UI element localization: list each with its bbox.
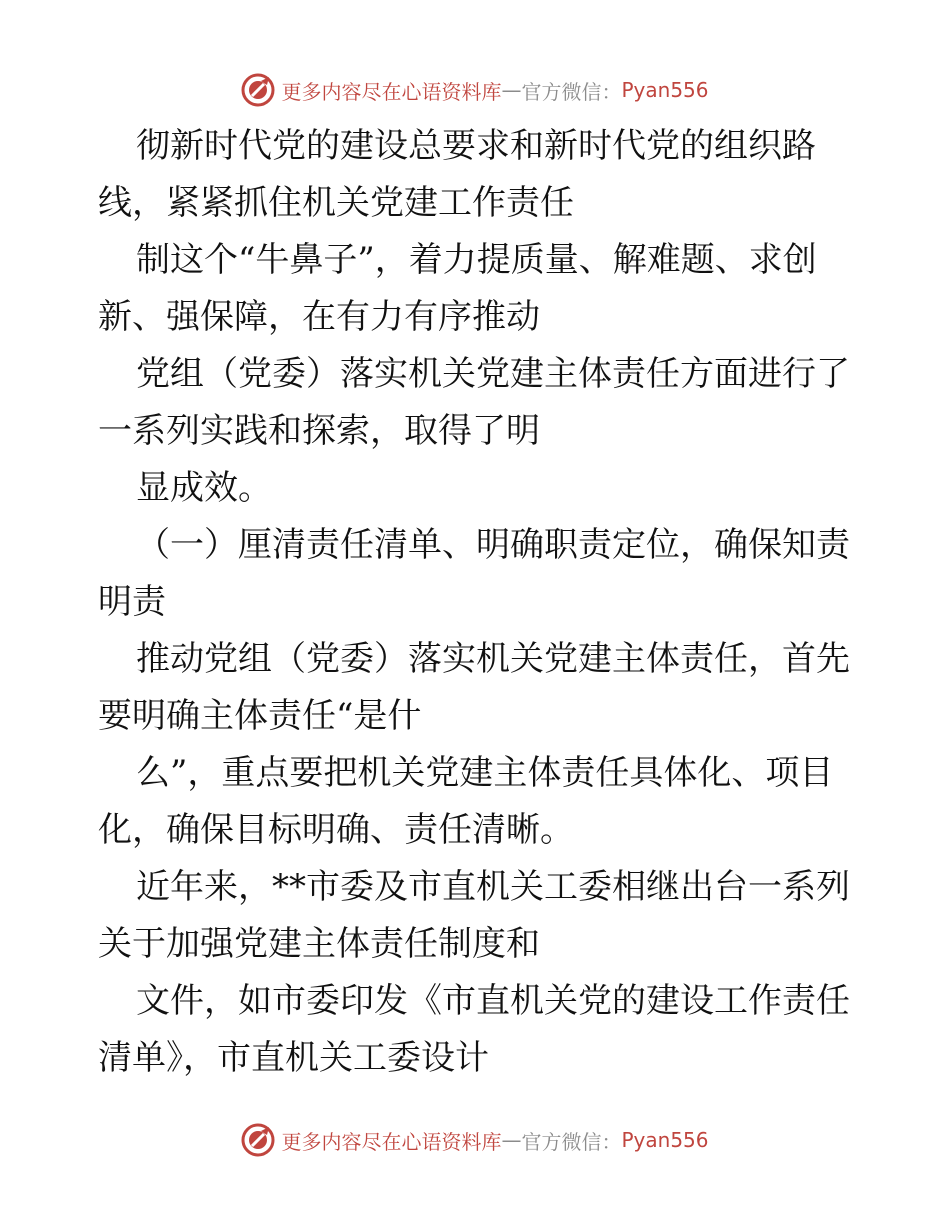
seal-logo-icon (241, 73, 275, 107)
document-body (98, 118, 858, 1087)
banner-wechat-account: Pyan556 (621, 78, 709, 102)
text-line: 制这个“牛鼻子”，着力提质量、解难题、求创 (136, 240, 817, 280)
seal-logo-icon (241, 1123, 275, 1157)
text-line: 线，紧紧抓住机关党建工作责任 (98, 183, 574, 223)
text-line: 化，确保目标明确、责任清晰。 (98, 810, 574, 850)
banner-main-text: 更多内容尽在心语资料库 (281, 79, 502, 104)
footer-watermark-banner (0, 1120, 950, 1160)
text-line: 一系列实践和探索，取得了明 (98, 411, 540, 451)
text-line: 新、强保障，在有力有序推动 (98, 297, 540, 337)
text-line: 近年来，**市委及市直机关工委相继出台一系列 (136, 867, 850, 907)
text-line: 文件，如市委印发《市直机关党的建设工作责任 (136, 981, 850, 1021)
text-line: 显成效。 (136, 468, 272, 508)
section-heading-line: （一）厘清责任清单、明确职责定位，确保知责 (136, 525, 850, 565)
banner-wechat-account: Pyan556 (621, 1128, 709, 1152)
text-line: 推动党组（党委）落实机关党建主体责任，首先 (136, 639, 850, 679)
text-line: 明责 (98, 582, 166, 622)
banner-wechat-label: 官方微信： (521, 79, 622, 104)
text-line: 关于加强党建主体责任制度和 (98, 924, 540, 964)
banner-wechat-label: 官方微信： (521, 1129, 622, 1154)
text-line: 么”，重点要把机关党建主体责任具体化、项目 (136, 753, 834, 793)
text-line: 党组（党委）落实机关党建主体责任方面进行了 (136, 354, 850, 394)
banner-separator: — (501, 78, 522, 102)
text-line: 清单》，市直机关工委设计 (98, 1038, 489, 1078)
banner-separator: — (501, 1128, 522, 1152)
text-line: 要明确主体责任“是什 (98, 696, 422, 736)
banner-main-text: 更多内容尽在心语资料库 (281, 1129, 502, 1154)
header-watermark-banner (0, 70, 950, 110)
text-line: 彻新时代党的建设总要求和新时代党的组织路 (136, 126, 816, 166)
